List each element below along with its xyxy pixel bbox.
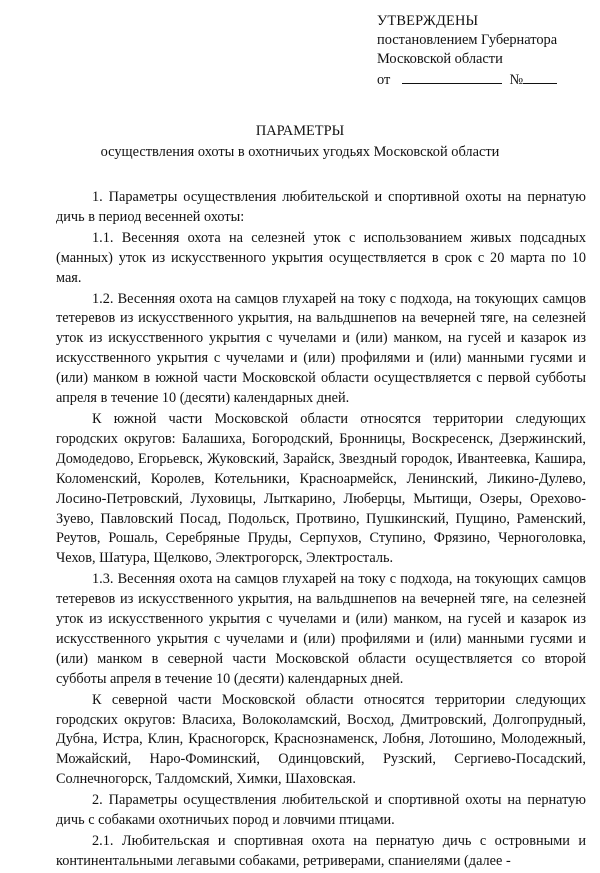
approval-date-line [377,69,557,90]
number-blank [523,69,557,84]
date-blank [402,69,502,84]
paragraph-1: 1. Параметры осуществления любительской и спортивной охоты на пернатую дичь в период весенней охоты: [56,189,586,225]
approval-line-1: постановлением Губернатора [377,32,558,48]
document-body [56,188,586,873]
approval-line-2: Московской области [377,51,503,67]
paragraph-1-3: 1.3. Весенняя охота на самцов глухарей на току с подхода, на токующих самцов тетеревов из искусственного укрытия, на вальдшнепов на вечерней тяге, на селезней уток из искусственного укрытия с чучелами и (или) манком, на гусей и казарок из искусственного укрытия с чучелами и (или) профилями и (или) манными гусями и (или) манком в северной части Московской области осуществляется со второй субботы апреля в течение 10 (десяти) календарных дней. [56,571,586,687]
paragraph-2-1: 2.1. Любительская и спортивная охота на пернатую дичь с островными и континентальными легавыми собаками, ретриверами, спаниелями (далее - [56,833,586,869]
paragraph-2: 2. Параметры осуществления любительской и спортивной охоты на пернатую дичь с собаками охотничьих пород и ловчими птицами. [56,792,586,829]
approval-from-label: от [377,72,391,88]
approval-title: УТВЕРЖДЕНЫ [377,13,479,29]
approval-number-label: № [509,72,524,88]
paragraph-1-1: 1.1. Весенняя охота на селезней уток с использованием живых подсадных (манных) уток из искусственного укрытия осуществляется в срок с 20 марта по 10 мая. [56,229,586,286]
paragraph-south-districts: К южной части Московской области относятся территории следующих городских округов: Балашиха, Богородский, Бронницы, Воскресенск, Дзержинский, Домодедово, Егорьевск, Жуковский, Зарайск, Звездный городок, Ивантеевка, Кашира, Коломенский, Королев, Котельники, Красноармейск, Ленинский, Ликино-Дулево, Лосино-Петровский, Луховицы, Лыткарино, Люберцы, Мытищи, Озеры, Орехово-Зуево, Павловский Посад, Подольск, Протвино, Пушкинский, Пущино, Раменский, Реутов, Рошаль, Серебряные Пруды, Серпухов, Ступино, Фрязино, Черноголовка, Чехов, Шатура, Щелково, Электрогорск, Электросталь. [56,410,586,567]
document-title: ПАРАМЕТРЫ [255,123,345,139]
paragraph-north-districts: К северной части Московской области относятся территории следующих городских округов: Власиха, Волоколамский, Восход, Дмитровский, Долгопрудный, Дубна, Истра, Клин, Красногорск, Краснознаменск, Лобня, Лотошино, Молодежный, Можайский, Наро-Фоминский, Одинцовский, Рузский, Сергиево-Посадский, Солнечногорск, Талдомский, Химки, Шаховская. [56,691,586,788]
document-subtitle: осуществления охоты в охотничьих угодьях Московской области [100,144,500,160]
approval-block [377,12,557,90]
paragraph-1-2: 1.2. Весенняя охота на самцов глухарей на току с подхода, на токующих самцов тетеревов из искусственного укрытия, на вальдшнепов на вечерней тяге, на селезней уток из искусственного укрытия с чучелами и (или) манком, на гусей и казарок из искусственного укрытия с чучелами и (или) профилями и (или) манными гусями и (или) манком в южной части Московской области осуществляется с первой субботы апреля в течение 10 (десяти) календарных дней. [56,290,586,407]
